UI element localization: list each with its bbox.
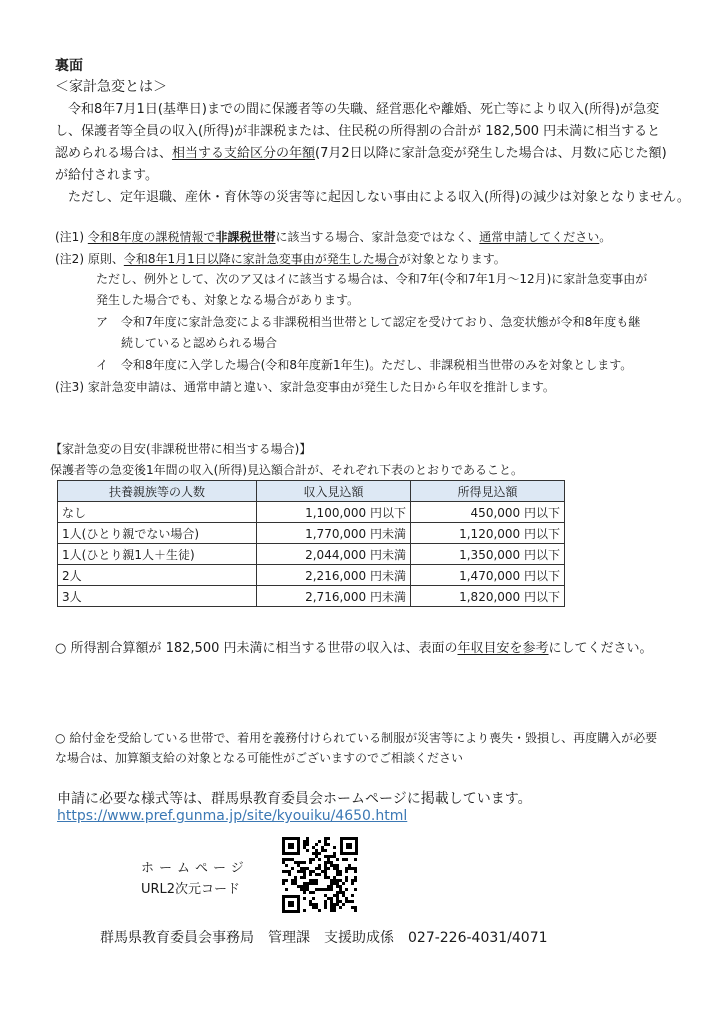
qr-module [303,882,306,885]
qr-module [312,897,315,900]
note-1 [55,228,611,245]
qr-module [327,885,330,888]
qr-module [282,861,285,864]
qr-module [321,888,324,891]
qr-module [309,879,312,882]
qr-module [285,858,288,861]
table-header-row [58,481,565,502]
qr-module [354,909,357,912]
qr-module [297,864,300,867]
qr-module [330,903,333,906]
qr-module [333,903,336,906]
cell-dependents: 2人 [58,565,257,586]
qr-module [348,867,351,870]
cell-dependents: 1人(ひとり親1人＋生徒) [58,544,257,565]
note-3 [55,378,555,395]
qr-module [303,897,306,900]
qr-module [312,852,315,855]
intro-line-3 [55,142,667,161]
qr-module [339,906,342,909]
note-2-label: (注2) [55,252,84,266]
qr-module [306,867,309,870]
qr-module [327,855,330,858]
qr-module [327,876,330,879]
table-row [58,544,565,565]
qr-module [324,864,327,867]
note-1-underline-1: 令和8年度の課税情報で [87,230,216,244]
qr-module [306,843,309,846]
qr-module [309,903,312,906]
intro-line-3-post: (7月2日以降に家計急変が発生した場合は、月数に応じた額) [315,146,667,161]
qr-module [345,888,348,891]
qr-module [351,900,354,903]
table-title: 【家計急変の目安(非課税世帯に相当する場合)】 [50,442,312,456]
qr-module [333,864,336,867]
qr-code-icon[interactable] [280,835,360,915]
header-earnings: 所得見込額 [411,481,565,502]
qr-module [291,858,294,861]
qr-module [324,876,327,879]
qr-module [306,849,309,852]
qr-module [324,861,327,864]
intro-line-1: 令和8年7月1日(基準日)までの間に保護者等の失職、経営悪化や離婚、死亡等により収入(所得)が急変 [68,102,660,117]
item-a-label: ア [96,315,109,329]
qr-module [351,906,354,909]
qr-module [330,879,333,882]
qr-module [336,903,339,906]
cell-dependents: なし [58,502,257,523]
forms-text: 申請に必要な様式等は、群馬県教育委員会ホームページに掲載しています。 [57,791,532,807]
cell-dependents: 1人(ひとり親でない場合) [58,523,257,544]
qr-module [330,888,333,891]
qr-module [333,909,336,912]
note-2 [55,250,506,267]
qr-module [354,888,357,891]
qr-module [309,882,312,885]
qr-module [336,894,339,897]
qr-module [327,888,330,891]
qr-module [336,879,339,882]
qr-module [303,891,306,894]
qr-code-graphic [280,835,360,915]
qr-module [336,897,339,900]
qr-module [300,867,303,870]
qr-module [339,891,342,894]
qr-module [303,843,306,846]
circle-note-1-post: にしてください。 [548,641,653,656]
qr-module [282,870,285,873]
qr-module [285,864,288,867]
qr-module [333,855,336,858]
circle-note-1-underlined: 年収目安を参考 [457,641,549,656]
cell-income: 2,716,000 円未満 [257,586,411,607]
qr-module [312,891,315,894]
qr-module [324,906,327,909]
qr-module [333,894,336,897]
qr-module [339,888,342,891]
qr-module [309,870,312,873]
note-1-label: (注1) [55,230,84,244]
qr-module [354,858,357,861]
qr-module [312,858,315,861]
intro-line-3-pre: 認められる場合は、 [55,146,173,161]
qr-module [354,906,357,909]
qr-module [315,882,318,885]
qr-module [354,867,357,870]
note-2-line-3: 発生した場合でも、対象となる場合があります。 [96,293,360,307]
circle-note-2-text-1: 給付金を受給している世帯で、着用を義務付けられている制服が災害等により喪失・毀損し、再度購入が必要 [69,731,658,745]
qr-module [303,870,306,873]
qr-module [324,870,327,873]
circle-note-1 [55,637,653,656]
qr-module [303,888,306,891]
qr-module [327,861,330,864]
qr-module [312,903,315,906]
qr-module [282,882,285,885]
qr-module [339,870,342,873]
qr-module [306,882,309,885]
qr-module [324,894,327,897]
header-dependents: 扶養親族等の人数 [58,481,257,502]
qr-module [309,858,312,861]
note-1-end: 。 [599,230,612,244]
qr-module [336,891,339,894]
qr-module [282,879,285,882]
note-3-text: 家計急変申請は、通常申請と違い、家計急変事由が発生した日から年収を推計します。 [87,380,555,394]
qr-module [333,867,336,870]
qr-module [336,873,339,876]
qr-module [324,867,327,870]
qr-label-line-2: URL2次元コード [141,882,241,897]
section-title: ＜家計急変とは＞ [55,79,167,95]
cell-earnings: 450,000 円以下 [411,502,565,523]
item-i-line-1: 令和8年度に入学した場合(令和8年度新1年生)。ただし、非課税相当世帯のみを対象とします。 [121,358,633,372]
qr-module [315,867,318,870]
qr-module [312,870,315,873]
qr-module [336,867,339,870]
qr-module [306,888,309,891]
cell-income: 1,100,000 円以下 [257,502,411,523]
qr-module [303,840,306,843]
qr-module [315,855,318,858]
qr-module [303,861,306,864]
qr-module [327,858,330,861]
qr-module [345,879,348,882]
item-a-line-2: 続していると認められる場合 [121,336,278,350]
qr-module [288,870,291,873]
table-row [58,523,565,544]
qr-module [294,861,297,864]
qr-module [318,864,321,867]
qr-module [345,867,348,870]
note-1-underline-3: 通常申請してください [479,230,600,244]
cell-income: 2,044,000 円未満 [257,544,411,565]
qr-module [336,858,339,861]
qr-module [318,852,321,855]
qr-module [312,846,315,849]
qr-module [297,885,300,888]
item-i-label: イ [96,358,109,372]
qr-module [339,873,342,876]
qr-module [297,861,300,864]
qr-module [303,873,306,876]
qr-module [330,864,333,867]
qr-module [303,846,306,849]
qr-module [330,855,333,858]
circle-mark: ○ [55,641,67,656]
qr-module [285,870,288,873]
cell-earnings: 1,350,000 円以下 [411,544,565,565]
qr-module [327,843,330,846]
qr-module [291,879,294,882]
qr-module [303,867,306,870]
qr-module [330,861,333,864]
qr-module [324,837,327,840]
qr-module [333,879,336,882]
qr-module [354,879,357,882]
qr-module [294,876,297,879]
qr-module [300,870,303,873]
qr-module [351,867,354,870]
header-income: 収入見込額 [257,481,411,502]
qr-label-line-1: ホームページ [141,861,249,876]
qr-module [288,858,291,861]
qr-module [291,882,294,885]
homepage-link[interactable]: https://www.pref.gunma.jp/site/kyouiku/4650.html [57,808,408,824]
qr-module [333,846,336,849]
circle-note-2-line-2: な場合は、加算額支給の対象となる可能性がございますのでご相談ください [55,751,464,765]
note-2-pre: 原則、 [87,252,124,266]
qr-module [318,840,321,843]
page-heading: 裏面 [55,58,83,74]
qr-module [336,864,339,867]
qr-module [303,885,306,888]
qr-module [321,849,324,852]
qr-module [330,897,333,900]
qr-module [315,852,318,855]
qr-module [318,873,321,876]
note-1-mid: に該当する場合、家計急変ではなく、 [275,230,480,244]
qr-module [315,849,318,852]
contact-info: 群馬県教育委員会事務局 管理課 支援助成係 027-226-4031/4071 [100,930,548,946]
cell-income: 1,770,000 円未満 [257,523,411,544]
qr-module [351,882,354,885]
qr-module [345,897,348,900]
cell-dependents: 3人 [58,586,257,607]
qr-module [306,837,309,840]
qr-module [321,870,324,873]
qr-module [321,846,324,849]
table-row [58,502,565,523]
intro-line-2: し、保護者等全員の収入(所得)が非課税または、住民税の所得割の合計が 182,500 円未満に相当すると [55,124,661,139]
qr-module [333,882,336,885]
qr-module [342,903,345,906]
circle-mark: ○ [55,731,66,745]
qr-module [342,858,345,861]
intro-line-4: が給付されます。 [55,168,158,183]
intro-line-5: ただし、定年退職、産休・育休等の災害等に起因しない事由による収入(所得)の減少は対象となりません。 [68,190,690,205]
table-row [58,565,565,586]
qr-module [315,906,318,909]
qr-module [324,843,327,846]
qr-module [315,879,318,882]
qr-module [318,867,321,870]
qr-module [291,867,294,870]
qr-module [300,876,303,879]
qr-module [309,873,312,876]
qr-module [324,888,327,891]
qr-module [312,906,315,909]
note-3-label: (注3) [55,380,84,394]
qr-module [345,876,348,879]
qr-module [345,900,348,903]
note-2-underlined: 令和8年1月1日以降に家計急変事由が発生した場合 [123,252,399,266]
qr-module [342,891,345,894]
qr-module [309,861,312,864]
qr-module [336,870,339,873]
qr-module [312,879,315,882]
qr-module [348,864,351,867]
qr-module [345,858,348,861]
qr-module [351,894,354,897]
qr-module [327,867,330,870]
qr-module [324,849,327,852]
note-2-post: が対象となります。 [398,252,506,266]
qr-module [315,843,318,846]
qr-module [303,909,306,912]
qr-module [315,873,318,876]
qr-module [354,870,357,873]
qr-module [333,852,336,855]
qr-module [333,906,336,909]
qr-module [306,840,309,843]
qr-module [342,882,345,885]
qr-module [303,876,306,879]
qr-module [327,897,330,900]
cell-earnings: 1,820,000 円以下 [411,586,565,607]
qr-module [330,882,333,885]
qr-module [336,900,339,903]
qr-module [300,861,303,864]
cell-earnings: 1,470,000 円以下 [411,565,565,586]
qr-module [306,885,309,888]
qr-module [330,906,333,909]
qr-module [351,879,354,882]
qr-module [324,903,327,906]
qr-module [315,903,318,906]
table-caption: 保護者等の急変後1年間の収入(所得)見込額合計が、それぞれ下表のとおりであること。 [50,463,524,477]
note-1-underline-2: 非課税世帯 [215,230,276,244]
qr-module [339,900,342,903]
qr-module [294,879,297,882]
cell-earnings: 1,120,000 円以下 [411,523,565,544]
qr-module [342,894,345,897]
qr-module [345,870,348,873]
qr-module [309,891,312,894]
qr-module [294,882,297,885]
note-2-line-2: ただし、例外として、次のア又はイに該当する場合は、令和7年(令和7年1月～12月)に家計急変事由が [96,272,648,286]
qr-module [297,870,300,873]
qr-module [285,888,288,891]
qr-module [339,879,342,882]
qr-module [315,888,318,891]
qr-module [330,909,333,912]
qr-module [318,858,321,861]
qr-module [312,882,315,885]
qr-module [354,876,357,879]
qr-module [309,900,312,903]
qr-module [324,900,327,903]
intro-line-3-underlined: 相当する支給区分の年額 [172,146,316,161]
table-row [58,586,565,607]
qr-module [348,900,351,903]
income-threshold-table [57,480,565,607]
qr-module [285,879,288,882]
qr-module [288,873,291,876]
circle-note-1-pre: 所得割合算額が 182,500 円未満に相当する世帯の収入は、表面の [70,641,458,656]
qr-module [318,909,321,912]
qr-module [330,900,333,903]
qr-module [327,837,330,840]
qr-module [318,888,321,891]
qr-module [336,882,339,885]
qr-module [324,855,327,858]
circle-note-2-line-1 [55,729,657,746]
qr-module [336,885,339,888]
qr-module [324,840,327,843]
qr-module [324,873,327,876]
qr-module [333,876,336,879]
item-a-line-1: 令和7年度に家計急変による非課税相当世帯として認定を受けており、急変状態が令和8年度も継 [121,315,641,329]
qr-module [300,888,303,891]
qr-module [300,885,303,888]
cell-income: 2,216,000 円未満 [257,565,411,586]
qr-module [339,885,342,888]
qr-module [282,858,285,861]
qr-module [330,885,333,888]
